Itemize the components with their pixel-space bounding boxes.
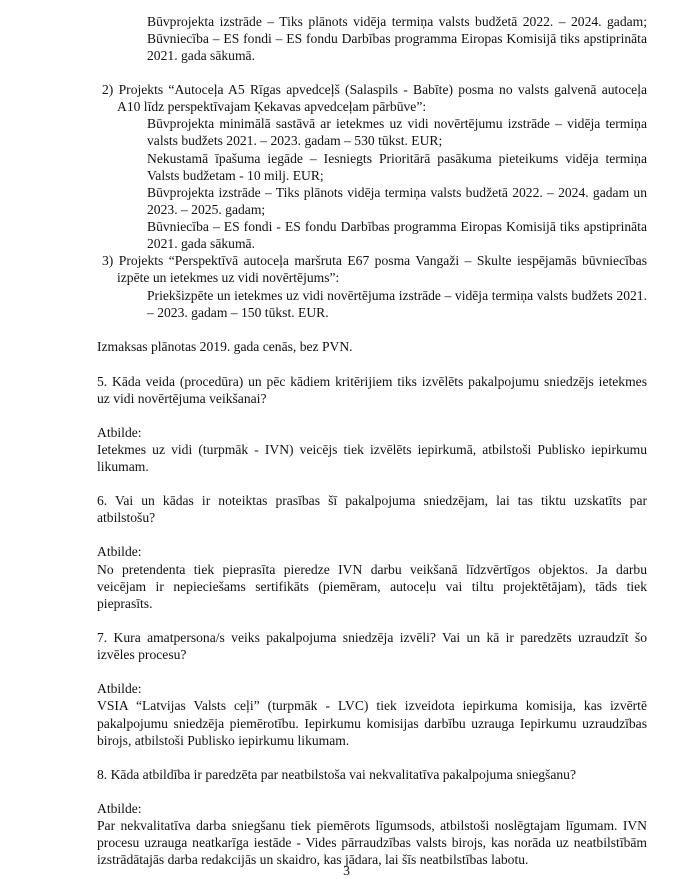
list-item-heading: 3) Projekts “Perspektīvā autoceļa maršruta E67 posma Vangaži – Skulte iespējamās būvniecības <box>102 253 647 268</box>
answer-text: procesu uzrauga neatkarīga iestāde - Vides pārraudzības valsts birojs, kas norāda uz neatbilstībām <box>97 835 647 850</box>
answer-text: Ietekmes uz vidi (turpmāk - IVN) veicējs tiek izvēlēts iepirkumā, atbilstoši Publisko iepirkumu <box>97 442 647 457</box>
text-line: Valsts budžetam - 10 milj. EUR; <box>147 168 324 183</box>
text-line: 2023. – 2025. gadam; <box>147 202 266 217</box>
text-line: Būvniecība – ES fondi - ES fondu Darbības programma Eiropas Komisijā tiks apstiprināta <box>147 219 647 234</box>
answer-text: izstrādātajās darba redakcijās un skaidro, kas jādara, lai šīs neatbilstības labotu. <box>97 852 529 867</box>
list-item-heading: A10 līdz perspektīvajam Ķekavas apvedceļam pārbūve”: <box>117 99 427 114</box>
answer-text: veicējam ir nepieciešams sertifikāts (piemēram, autoceļu vai tiltu projektētājam), tāds tiek <box>97 579 647 594</box>
text-line: 2021. gada sākumā. <box>147 236 255 251</box>
answer-text: VSIA “Latvijas Valsts ceļi” (turpmāk - LVC) tiek izveidota iepirkuma komisija, kas izvērtē <box>97 698 647 713</box>
text-line: Būvniecība – ES fondi – ES fondu Darbības programma Eiropas Komisijā tiks apstiprināta <box>147 31 647 46</box>
text-line: Būvprojekta izstrāde – Tiks plānots vidēja termiņa valsts budžetā 2022. – 2024. gadam; <box>147 14 647 29</box>
answer-text: Par nekvalitatīva darba sniegšanu tiek piemērots līgumsods, atbilstoši noslēgtajam līgumam. IVN <box>97 818 647 833</box>
question: 5. Kāda veida (procedūra) un pēc kādiem kritērijiem tiks izvēlēts pakalpojumu sniedzējs ietekmes <box>97 374 647 389</box>
text-line: Būvprojekta minimālā sastāvā ar ietekmes uz vidi novērtējumu izstrāde – vidēja termiņa <box>147 116 647 131</box>
question: 8. Kāda atbildība ir paredzēta par neatbilstoša vai nekvalitatīva pakalpojuma sniegšanu? <box>97 767 577 782</box>
question: uz vidi novērtējuma veikšanai? <box>97 391 267 406</box>
answer-text: birojs, atbilstoši Publisko iepirkumu likumam. <box>97 733 350 748</box>
answer-label: Atbilde: <box>97 544 142 559</box>
question: 7. Kura amatpersona/s veiks pakalpojuma sniedzēja izvēli? Vai un kā ir paredzēts uzraudzīt šo <box>97 630 647 645</box>
question: 6. Vai un kādas ir noteiktas prasības šī pakalpojuma sniedzējam, lai tas tiktu uzskatīts par <box>97 493 647 508</box>
list-item-heading: izpēte un ietekmes uz vidi novērtējums”: <box>117 270 340 285</box>
text-line: 2021. gada sākumā. <box>147 48 255 63</box>
answer-text: pakalpojumu sniedzēja piemērotību. Iepirkumu komisijas darbību uzrauga Iepirkumu uzraudzības <box>97 716 647 731</box>
text-line: valsts budžets 2021. – 2023. gadam – 530 tūkst. EUR; <box>147 133 443 148</box>
text-line: – 2023. gadam – 150 tūkst. EUR. <box>147 305 329 320</box>
answer-label: Atbilde: <box>97 681 142 696</box>
answer-text: No pretendenta tiek pieprasīta pieredze IVN darbu veikšanā līdzvērtīgos objektos. Ja darbu <box>97 562 647 577</box>
text-line: Izmaksas plānotas 2019. gada cenās, bez PVN. <box>97 339 353 354</box>
answer-label: Atbilde: <box>97 425 142 440</box>
page-number: 3 <box>343 863 350 878</box>
answer-text: likumam. <box>97 459 149 474</box>
list-item-heading: 2) Projekts “Autoceļa A5 Rīgas apvedceļš (Salaspils - Babīte) posma no valsts galvenā autoceļa <box>102 82 647 97</box>
question: izvēles procesu? <box>97 647 187 662</box>
text-line: Būvprojekta izstrāde – Tiks plānots vidēja termiņa valsts budžetā 2022. – 2024. gadam un <box>147 185 647 200</box>
text-line: Nekustamā īpašuma iegāde – Iesniegts Prioritārā pasākuma pieteikums vidēja termiņa <box>147 151 647 166</box>
answer-text: pieprasīts. <box>97 596 153 611</box>
text-line: Priekšizpēte un ietekmes uz vidi novērtējuma izstrāde – vidēja termiņa valsts budžets 2021. <box>147 288 647 303</box>
question: atbilstošu? <box>97 510 156 525</box>
answer-label: Atbilde: <box>97 801 142 816</box>
